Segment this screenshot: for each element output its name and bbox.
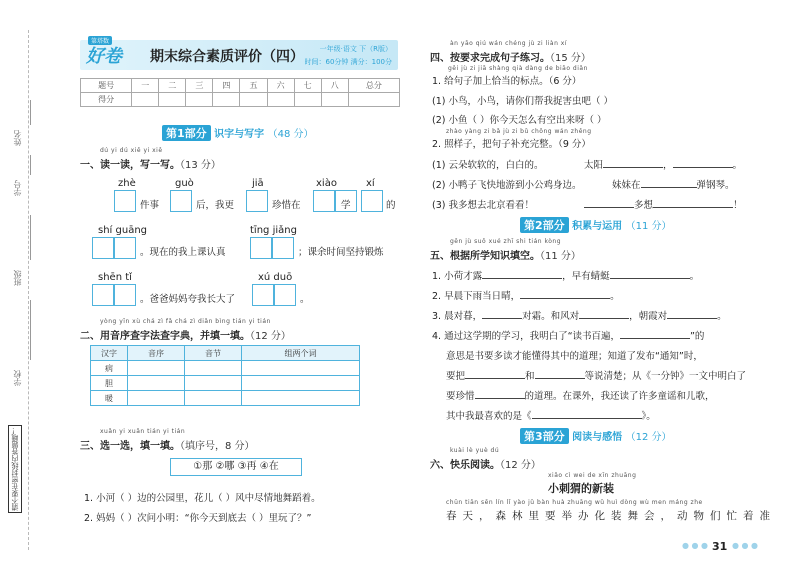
writing-grid-cell[interactable]: [170, 190, 192, 212]
logo-tag: 第塔数: [88, 36, 112, 45]
part2-heading: [520, 217, 672, 233]
dict-header: 音序: [128, 346, 185, 361]
margin-class-line: [30, 215, 31, 260]
q5-l7a: 要珍惜: [446, 391, 475, 402]
q4-pinyin: àn yāo qiú wán chéng jù zi liàn xí: [450, 40, 568, 47]
q4-sub1: [432, 73, 581, 87]
score-input[interactable]: [132, 93, 159, 107]
q3-title-text: 三、选一选，填一填。: [80, 441, 180, 452]
score-input[interactable]: [321, 93, 348, 107]
answer-blank[interactable]: [532, 418, 642, 419]
margin-school-line: [30, 300, 31, 360]
dict-header: 汉字: [91, 346, 128, 361]
part3-title: 阅读与感悟: [572, 432, 623, 443]
score-cell: 三: [186, 79, 213, 93]
exam-title: 期末综合素质评价（四）: [150, 49, 304, 65]
dict-char: 胆: [91, 376, 128, 391]
q5-l2: 2. 早晨下雨当日晴， 。: [432, 291, 620, 302]
exam-header: [80, 40, 398, 70]
q5-l8a: 其中我最喜欢的是《: [446, 411, 532, 422]
q1-l1-text-4: 的: [386, 200, 396, 211]
q1-title: [80, 156, 221, 171]
answer-blank[interactable]: [653, 207, 733, 208]
score-cell: 五: [240, 79, 267, 93]
q5-l2-text: 2. 早晨下雨当日晴，: [432, 291, 521, 302]
q1-l1-py-3: xiào: [316, 178, 337, 189]
q1-title-text: 一、读一读，写一写。: [80, 160, 180, 171]
q1-l2-text-0: 。现在的我上课认真: [140, 247, 226, 258]
dict-header: 组两个词: [242, 346, 360, 361]
binding-dashed-line: [28, 30, 29, 550]
score-cell: 四: [213, 79, 240, 93]
part2-number: 第2部分: [520, 217, 569, 233]
writing-grid-cell[interactable]: [114, 284, 136, 306]
part2-title: 积累与运用: [572, 221, 623, 232]
q4-e3c-text: ！: [733, 200, 743, 211]
q5-l8b: 》。: [641, 411, 656, 422]
answer-blank[interactable]: [482, 278, 562, 279]
part1-heading: [162, 125, 314, 141]
writing-grid-cell[interactable]: [114, 237, 136, 259]
score-row-label: 得分: [81, 93, 132, 107]
q2-points: （12 分）: [250, 331, 291, 342]
writing-grid-cell[interactable]: [274, 284, 296, 306]
dict-answer-cell[interactable]: [242, 376, 360, 391]
q4-sub1-text: 1. 给句子加上恰当的标点。: [432, 76, 549, 87]
q5-title: [430, 247, 581, 262]
q1-l1-text-1: 后，我更: [196, 200, 235, 211]
dict-answer-cell[interactable]: [128, 376, 185, 391]
margin-class-label: 班级: [13, 270, 22, 286]
writing-grid-cell[interactable]: [250, 237, 272, 259]
q2-title-text: 二、用音序查字法查字典，并填一填。: [80, 331, 250, 342]
dict-answer-cell[interactable]: [128, 391, 185, 406]
score-input[interactable]: [186, 93, 213, 107]
answer-blank[interactable]: [667, 318, 717, 319]
q1-l2-py-0: shí guāng: [98, 225, 148, 236]
q1-l1-py-1: guò: [175, 178, 194, 189]
dict-char: 病: [91, 361, 128, 376]
writing-grid-cell[interactable]: [246, 190, 268, 212]
q4-e2b: [612, 177, 735, 191]
q1-l1-py-0: zhè: [118, 178, 136, 189]
decorative-dots-left: ● ● ●: [682, 541, 709, 550]
answer-blank[interactable]: [673, 167, 733, 168]
q4-e2c-text: 弹钢琴。: [696, 180, 735, 191]
answer-blank[interactable]: [603, 167, 663, 168]
answer-blank[interactable]: [475, 398, 525, 399]
q1-l3-py-1: xú duō: [258, 272, 293, 283]
dict-header: 音节: [185, 346, 242, 361]
answer-blank[interactable]: [535, 378, 585, 379]
margin-student-line: [30, 155, 31, 175]
q3-options-box: ①那 ②哪 ③再 ④在: [170, 458, 302, 476]
q4-sub2-points: （9 分）: [558, 139, 591, 150]
q4-title: [430, 49, 591, 64]
q3-line2: 2. 妈妈（ ）次问小明：“你今天到底去（ ）里玩了？”: [84, 513, 312, 524]
part1-number: 第1部分: [162, 125, 211, 141]
q5-pinyin: gēn jù suǒ xué zhī shi tián kòng: [450, 238, 562, 245]
answer-blank[interactable]: [584, 207, 634, 208]
q5-l4b: ”的: [690, 331, 705, 342]
q1-l2-text-1: ；课余时间坚持锻炼: [298, 247, 384, 258]
q5-l7b: 的道理。在课外，我还读了许多童谣和儿歌，: [524, 391, 715, 402]
score-cell: 题号: [81, 79, 132, 93]
q1-pinyin: dú yi dú xiě yi xiě: [100, 147, 163, 154]
q6-points: （12 分）: [500, 460, 541, 471]
q4-sub2: [432, 136, 591, 150]
q1-points: （13 分）: [180, 160, 221, 171]
q3-title: [80, 437, 255, 452]
q5-l6a: 要把: [446, 371, 466, 382]
q5-l3a: 3. 晨对暮，: [432, 311, 483, 322]
score-cell: 八: [321, 79, 348, 93]
score-cell: 六: [267, 79, 294, 93]
answer-blank[interactable]: [610, 278, 690, 279]
score-input[interactable]: [240, 93, 267, 107]
q3-pinyin: xuǎn yi xuǎn tián yi tián: [100, 428, 186, 435]
q4-s2: (2) 小鱼（ ）你今天怎么有空出来呀（ ）: [432, 115, 607, 126]
q5-l8: [446, 408, 656, 422]
q6-title: [430, 456, 541, 471]
score-table: [80, 78, 400, 107]
q5-l3: 3. 晨对暮， 对霜。和风对 ，朝霞对 。: [432, 311, 727, 322]
margin-student-no-label: 学号: [13, 180, 22, 196]
dict-answer-cell[interactable]: [242, 361, 360, 376]
writing-grid-cell[interactable]: [252, 284, 274, 306]
q5-l5: 意思是书要多读才能懂得其中的道理；知道了发布“通知”时，: [446, 351, 703, 362]
page-number: 31: [712, 540, 728, 553]
story-title-pinyin: xiǎo cì wei de xīn zhuāng: [548, 472, 637, 479]
q1-l1-py-4: xí: [366, 178, 375, 189]
q5-l4a: 4. 通过这学期的学习，我明白了“读书百遍，: [432, 331, 621, 342]
q5-l6c: 等说清楚；从《一分钟》一文中明白了: [584, 371, 747, 382]
q5-l6: [446, 368, 746, 382]
q4-sub1-pinyin: gěi jù zi jiā shàng qià dàng de biāo diǎn: [448, 65, 588, 72]
q4-s1: (1) 小鸟，小鸟，请你们帮我捉害虫吧（ ）: [432, 96, 613, 107]
q5-title-text: 五、根据所学知识填空。: [430, 251, 540, 262]
margin-name-line: [30, 100, 31, 125]
writing-grid-cell[interactable]: [114, 190, 136, 212]
score-input[interactable]: [294, 93, 321, 107]
answer-blank[interactable]: [520, 298, 610, 299]
q4-title-text: 四、按要求完成句子练习。: [430, 53, 550, 64]
writing-grid-cell[interactable]: [272, 237, 294, 259]
story-title: 小刺猬的新装: [548, 482, 614, 495]
q5-l3c: ，朝霞对: [629, 311, 668, 322]
q5-l1b: ，早有蜻蜓: [562, 271, 610, 282]
q3-line1: 1. 小河（ ）边的公园里，花儿（ ）风中尽情地舞蹈着。: [84, 493, 321, 504]
q5-l4: [432, 328, 704, 342]
score-input[interactable]: [213, 93, 240, 107]
q3-points: （填序号，8 分）: [180, 441, 255, 452]
q4-e3b: [584, 197, 743, 211]
score-cell: 一: [132, 79, 159, 93]
dict-answer-cell[interactable]: [242, 391, 360, 406]
q1-l1-text-2: 珍惜在: [272, 200, 301, 211]
dict-answer-cell[interactable]: [128, 361, 185, 376]
q4-e2b-text: 妹妹在: [612, 180, 641, 191]
story-line-pinyin: chūn tiān sēn lín lǐ yào jǔ bàn huà zhuāng wǔ huì dòng wù men máng zhe: [446, 499, 703, 506]
score-cell: 总分: [348, 79, 399, 93]
dictionary-table: [90, 345, 360, 406]
dict-answer-cell[interactable]: [185, 361, 242, 376]
q4-sub1-points: （6 分）: [548, 76, 582, 87]
writing-grid-cell[interactable]: [92, 284, 114, 306]
q6-title-text: 六、快乐阅读。: [430, 460, 500, 471]
brand-logo: 好卷: [86, 46, 122, 67]
q4-e2a: (2) 小鸭子飞快地游到小公鸡身边。: [432, 180, 582, 191]
story-line: 春天，森林里要举办化装舞会，动物们忙着准: [446, 510, 776, 522]
q1-l3-py-0: shēn tǐ: [98, 272, 132, 283]
writing-grid-cell[interactable]: [313, 190, 335, 212]
exam-subject: 一年级·语文 下（R版）: [319, 45, 392, 53]
dict-answer-cell[interactable]: [185, 376, 242, 391]
q4-e1a: (1) 云朵软软的，白白的。: [432, 160, 544, 171]
q4-e1b-text: 太阳: [584, 160, 604, 171]
score-input[interactable]: [267, 93, 294, 107]
margin-notice: 请不要在密封线内答题哦！: [8, 425, 22, 513]
q5-l3b: 对霜。和风对: [522, 311, 580, 322]
answer-blank[interactable]: [482, 318, 522, 319]
q4-points: （15 分）: [550, 53, 591, 64]
answer-blank[interactable]: [620, 338, 690, 339]
q5-points: （11 分）: [540, 251, 581, 262]
score-cell: 二: [159, 79, 186, 93]
q1-l1-py-2: jiā: [252, 178, 264, 189]
exam-time: 时间：60分钟 满分：100分: [304, 58, 392, 66]
decorative-dots-right: ● ● ●: [732, 541, 759, 550]
q1-l1-text-0: 件事: [140, 200, 160, 211]
q4-e1b: 太阳 ， 。: [584, 160, 743, 171]
margin-name-label: 姓名: [13, 130, 22, 146]
q1-l1-text-3: 学: [341, 200, 351, 211]
answer-blank[interactable]: [579, 318, 629, 319]
q1-l3-text-0: 。爸爸妈妈夸我长大了: [140, 294, 236, 305]
part1-title: 识字与写字: [214, 129, 265, 140]
q2-title: [80, 327, 291, 342]
score-input[interactable]: [348, 93, 399, 107]
q1-l2-py-1: tīng jiǎng: [250, 225, 297, 236]
score-cell: 七: [294, 79, 321, 93]
dict-char: 暖: [91, 391, 128, 406]
q4-e3b-text: 多想: [634, 200, 654, 211]
score-input[interactable]: [159, 93, 186, 107]
q5-l1a: 1. 小荷才露: [432, 271, 483, 282]
q6-pinyin: kuài lè yuè dú: [450, 447, 500, 454]
q4-sub2-pinyin: zhào yàng zi bǎ jù zi bǔ chōng wán zhěng: [446, 128, 592, 135]
part3-score: （12 分）: [625, 432, 672, 443]
q4-sub2-text: 2. 照样子，把句子补充完整。: [432, 139, 559, 150]
q4-e3a: (3) 我多想去北京看看！: [432, 200, 534, 211]
q5-l6b: 和: [525, 371, 535, 382]
q2-pinyin: yòng yīn xù chá zì fǎ chá zì diǎn bìng tián yi tián: [100, 318, 271, 325]
part3-heading: [520, 428, 672, 444]
part1-score: （48 分）: [267, 129, 314, 140]
writing-grid-cell[interactable]: [92, 237, 114, 259]
q5-l1: 1. 小荷才露 ，早有蜻蜓 。: [432, 271, 700, 282]
writing-grid-cell[interactable]: [361, 190, 383, 212]
margin-school-label: 学校: [13, 370, 22, 386]
answer-blank[interactable]: [465, 378, 525, 379]
part2-score: （11 分）: [625, 221, 672, 232]
part3-number: 第3部分: [520, 428, 569, 444]
q1-l3-text-1: 。: [300, 294, 310, 305]
answer-blank[interactable]: [641, 187, 697, 188]
q5-l7: [446, 388, 715, 402]
dict-answer-cell[interactable]: [185, 391, 242, 406]
